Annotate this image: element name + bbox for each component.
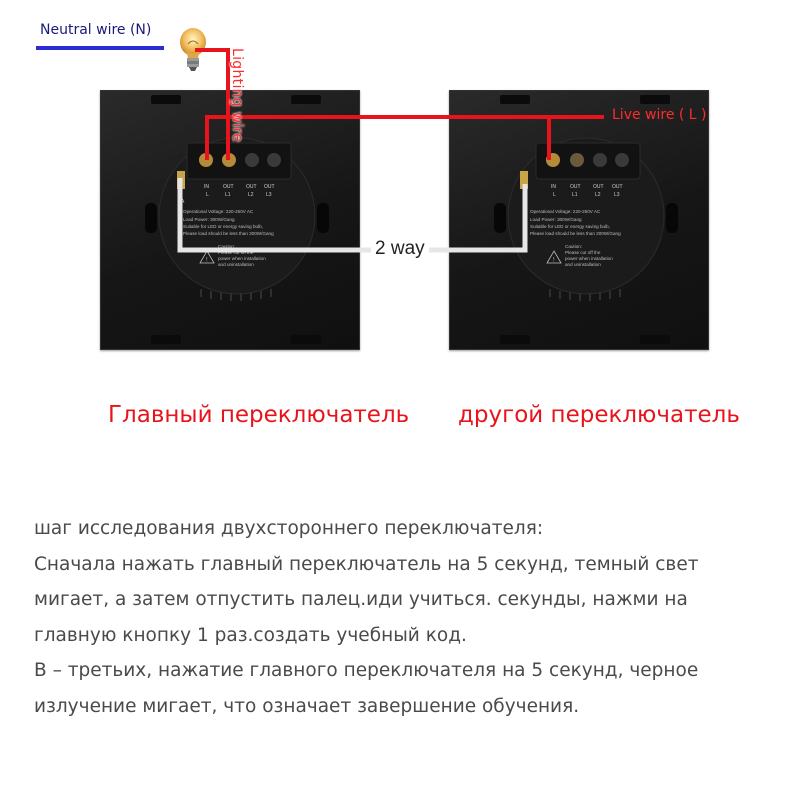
spec-line: Operational Voltage: 220-250V AC <box>183 209 254 214</box>
mount-clip <box>151 95 181 104</box>
instruction-line: главную кнопку 1 раз.создать учебный код. <box>34 624 467 646</box>
instruction-line: излучение мигает, что означает завершение обучения. <box>34 695 580 717</box>
terminal-label-bottom: L1 <box>572 192 578 198</box>
mount-clip <box>151 335 181 344</box>
terminal-screw <box>615 153 629 167</box>
spec-line: Suitable for LED or energy saving bulb, <box>530 224 610 229</box>
terminal-a-label: A <box>181 199 185 205</box>
terminal-label-top: OUT <box>593 184 604 190</box>
neutral-wire-line <box>36 46 164 50</box>
terminal-label-bottom: L2 <box>248 192 254 198</box>
caution-line: and uninstallation <box>218 262 254 267</box>
spec-line: Suitable for LED or energy saving bulb, <box>183 224 263 229</box>
terminal-screw <box>222 153 236 167</box>
terminal-screw <box>199 153 213 167</box>
caution-line: and uninstallation <box>565 262 601 267</box>
svg-text:!: ! <box>206 257 208 264</box>
caution-line: Please cut off the <box>565 250 601 255</box>
terminal-label-bottom: L <box>553 192 556 198</box>
terminal-label-top: OUT <box>246 184 257 190</box>
mount-clip <box>291 335 321 344</box>
caution-line: power when installation <box>218 256 266 261</box>
mount-clip <box>500 335 530 344</box>
side-tab <box>666 203 678 233</box>
two-way-label: 2 way <box>371 237 429 261</box>
terminal-screw <box>593 153 607 167</box>
instruction-line: В – третьих, нажатие главного переключателя на 5 секунд, черное <box>34 660 699 681</box>
terminal-screw <box>267 153 281 167</box>
terminal-a-label: A <box>524 199 528 205</box>
terminal-label-bottom: L <box>206 192 209 198</box>
spec-line: Load Power: 300W/Gang <box>530 217 582 222</box>
terminal-screw <box>570 153 584 167</box>
spec-line: Load Power: 300W/Gang <box>183 217 235 222</box>
spec-line: Operational Voltage: 220-250V AC <box>530 209 601 214</box>
mount-clip <box>500 95 530 104</box>
instructions-text <box>34 511 784 724</box>
live-wire-label: Live wire ( L ) <box>612 107 707 123</box>
caution-line: Caution: <box>565 244 583 249</box>
terminal-label-bottom: L1 <box>225 192 231 198</box>
other-switch-title: другой переключатель <box>458 402 740 428</box>
terminal-screw <box>546 153 560 167</box>
instruction-line: мигает, а затем отпустить палец.иди учиться. секунды, нажми на <box>34 589 688 610</box>
terminal-label-top: OUT <box>223 184 234 190</box>
terminal-screw <box>245 153 259 167</box>
terminal-label-top: IN <box>204 184 209 190</box>
terminal-label-bottom: L2 <box>595 192 601 198</box>
terminal-a-connector <box>520 171 528 189</box>
neutral-wire-label: Neutral wire (N) <box>40 22 152 38</box>
caution-line: power when installation <box>565 256 613 261</box>
spec-line: Please load should be less than 300W/Gang <box>183 231 274 236</box>
terminal-label-top: OUT <box>264 184 275 190</box>
side-tab <box>494 203 506 233</box>
terminal-label-top: OUT <box>612 184 623 190</box>
side-tab <box>145 203 157 233</box>
instruction-line: Сначала нажать главный переключатель на 5 секунд, темный свет <box>34 553 699 575</box>
instruction-line: шаг исследования двухстороннего переключателя: <box>34 518 544 539</box>
lighting-wire-label: Lighting wire <box>229 48 245 143</box>
svg-text:!: ! <box>553 257 555 264</box>
terminal-label-top: OUT <box>570 184 581 190</box>
terminal-a-connector <box>177 171 185 189</box>
mount-clip <box>640 95 670 104</box>
mount-clip <box>640 335 670 344</box>
lightbulb-icon <box>176 26 210 79</box>
terminal-label-bottom: L3 <box>266 192 272 198</box>
terminal-label-top: IN <box>551 184 556 190</box>
main-switch-title: Главный переключатель <box>108 402 410 428</box>
caution-line: Please cut off the <box>218 250 254 255</box>
terminal-label-bottom: L3 <box>614 192 620 198</box>
caution-line: Caution: <box>218 244 236 249</box>
side-tab <box>317 203 329 233</box>
spec-line: Please load should be less than 300W/Gang <box>530 231 621 236</box>
mount-clip <box>291 95 321 104</box>
other-switch-panel <box>449 90 709 350</box>
